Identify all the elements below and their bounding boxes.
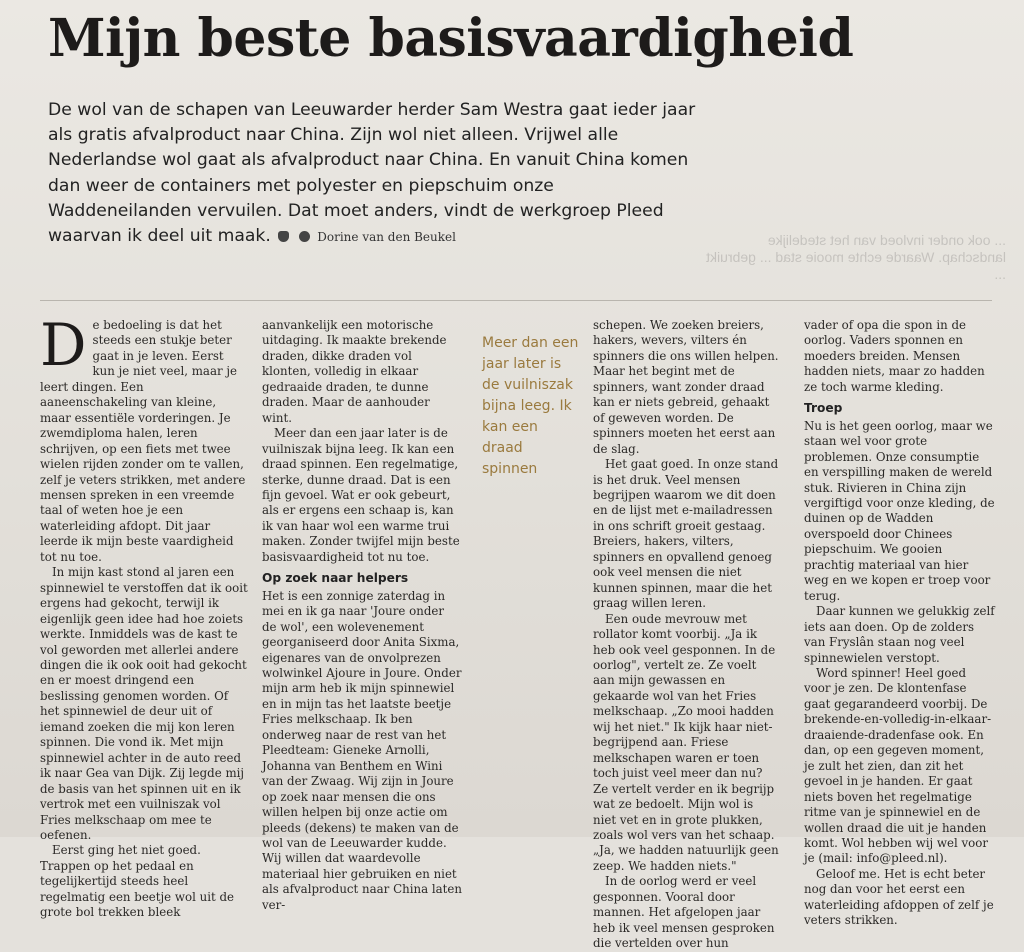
body-paragraph: In mijn kast stond al jaren een spinnewiel te verstoffen dat ik ooit ergens had gekocht, terwijl ik eigenlijk geen idee had hoe zoiets werkte. Inmiddels was de kast te vol geworden met allerlei andere dingen die ik ook ooit had gekocht en er moest dringend een beslissing genomen worden. Of het spinnewiel de deur uit of iemand zoeken die mij kon leren spinnen. Die vond ik. Met mijn spinnewiel achter in de auto reed ik naar Gea van Dijk. Zij legde mij de basis van het spinnen uit en ik vertrok met een vuilniszak vol Fries melkschaap om mee te oefenen.: [40, 565, 248, 842]
author-icon: [278, 231, 289, 242]
pull-quote: Meer dan een jaar later is de vuilniszak bijna leeg. Ik kan een draad spinnen: [482, 335, 579, 477]
body-paragraph: Word spinner! Heel goed voor je zen. De klontenfase gaat gegarandeerd voorbij. De brekende-en-volledig-in-elkaar-draaiende-dradenfase ook. En dan, op een gegeven moment, je zult het zien, dan zit het gevoel in je handen. Er gaat niets boven het regelmatige ritme van je spinnewiel en de wollen draad die uit je handen komt. Wol hebben wij wel voor je (mail: info@pleed.nl).: [804, 665, 992, 866]
subheading-helpers: Op zoek naar helpers: [262, 571, 409, 586]
article-column-4: [804, 318, 996, 929]
body-paragraph: Meer dan een jaar later is de vuilniszak bijna leeg. Ik kan een draad spinnen. Een regelmatige, sterke, dunne draad. Dat is een fijn gevoel. Wat er ook gebeurt, als er ergens een schaap is, kan ik van haar wol een warme trui maken. Zonder twijfel mijn beste basisvaardigheid tot nu toe.: [262, 426, 460, 564]
dropcap-letter: D: [40, 311, 87, 379]
body-paragraph: [40, 311, 248, 565]
article-column-3: [593, 318, 779, 952]
body-paragraph: Eerst ging het niet goed. Trappen op het pedaal en tegelijkertijd steeds heel regelmatig een beetje wol uit de grote bol trekken bleek: [40, 843, 235, 920]
body-paragraph: Het gaat goed. In onze stand is het druk. Veel mensen begrijpen waarom we dit doen en de lijst met e-mailadressen in ons schrift groeit gestaag. Breiers, hakers, vilters, spinners en opvallend genoeg ook veel mensen die niet kunnen spinnen, maar die het graag willen leren.: [593, 457, 779, 611]
body-paragraph: In de oorlog werd er veel gesponnen. Vooral door mannen. Het afgelopen jaar heb ik veel mensen gesproken die vertelden over hun: [593, 874, 775, 951]
body-paragraph: schepen. We zoeken breiers, hakers, wevers, vilters én spinners die ons willen helpen. Maar het begint met de spinners, want zonder draad kan er niets gebreid, gehaakt of geweven worden. De spinners moeten het eerst aan de slag.: [593, 318, 779, 456]
lead-text: De wol van de schapen van Leeuwarder herder Sam Westra gaat ieder jaar als gratis afvalproduct naar China. Zijn wol niet alleen. Vrijwel alle Nederlandse wol gaat als afvalproduct naar China. En vanuit China komen dan weer de containers met polyester en piepschuim onze Waddeneilanden vervuilen. Dat moet anders, vindt de werkgroep Pleed waarvan ik deel uit maak.: [48, 100, 696, 247]
author-byline: Dorine van den Beukel: [317, 230, 456, 245]
body-paragraph: Daar kunnen we gelukkig zelf iets aan doen. Op de zolders van Fryslân staan nog veel spinnewielen verstopt.: [804, 604, 995, 665]
author-dot-icon: [299, 231, 310, 242]
body-paragraph: Nu is het geen oorlog, maar we staan wel voor grote problemen. Onze consumptie en verspilling maken de wereld stuk. Rivieren in China zijn vergiftigd voor onze kleding, de duinen op de Wadden overspoeld door Chinees piepschuim. We gooien prachtig materiaal van hier weg en we kopen er troep voor terug.: [804, 418, 995, 603]
body-paragraph: aanvankelijk een motorische uitdaging. Ik maakte brekende draden, dikke draden vol klonten, volledig in elkaar gedraaide draden, te dunne draden. Maar de aanhouder wint.: [262, 318, 447, 425]
body-paragraph: Het is een zonnige zaterdag in mei en ik ga naar 'Joure onder de wol', een wolevenement georganiseerd door Anita Sixma, eigenares van de onvolprezen wolwinkel Ajoure in Joure. Onder mijn arm heb ik mijn spinnewiel en in mijn tas het laatste beetje Fries melkschaap. Ik ben onderweg naar de rest van het Pleedteam: Gieneke Arnolli, Johanna van Benthem en Wini van der Zwaag. Wij zijn in Joure op zoek naar mensen die ons willen helpen bij onze actie om pleeds (dekens) te maken van de wol van de Leeuwarder kudde. Wij willen dat waardevolle materiaal hier gebruiken en niet als afvalproduct naar China laten ver-: [262, 588, 462, 912]
section-divider: [40, 300, 992, 301]
subheading-troep: Troep: [804, 401, 843, 416]
body-paragraph: vader of opa die spon in de oorlog. Vaders sponnen en moeders breiden. Mensen hadden niets, maar zo hadden ze toch warme kleding.: [804, 318, 985, 394]
article-headline: Mijn beste basisvaardigheid: [48, 8, 854, 69]
paragraph-text: e bedoeling is dat het steeds een stukje beter gaat in je leven. Eerst kun je niet veel, maar je leert dingen. Een aaneenschakeling van kleine, maar essentiële vorderingen. Je zwemdiploma halen, leren schrijven, op een fiets met twee wielen rijden zonder om te vallen, zelf je veters strikken, met andere mensen spreken in een vreemde taal of weten hoe je een waterleiding afdopt. Dit jaar leerde ik mijn beste vaardigheid tot nu toe.: [40, 318, 246, 564]
body-paragraph: Een oude mevrouw met rollator komt voorbij. „Ja ik heb ook veel gesponnen. In de oorlog", vertelt ze. Ze voelt aan mijn gewassen en gekaarde wol van het Fries melkschaap. „Zo mooi hadden wij het niet." Ik kijk haar niet-begrijpend aan. Friese melkschapen waren er toen toch juist veel meer dan nu? Ze vertelt verder en ik begrijp wat ze bedoelt. Mijn wol is niet vet en in grote plukken, zoals wol vers van het schaap. „Ja, we hadden natuurlijk geen zeep. We hadden niets.": [593, 611, 779, 873]
article-column-2: [262, 318, 462, 913]
show-through-text: ... ook onder invloed van het stedelijke landschap. Waarde echte mooie stad ... gebruikt ...: [706, 232, 1006, 282]
body-paragraph: Geloof me. Het is echt beter nog dan voor het eerst een waterleiding afdoppen of zelf je veters strikken.: [804, 866, 994, 928]
article-column-1: [40, 311, 248, 921]
article-lead: [48, 98, 700, 250]
